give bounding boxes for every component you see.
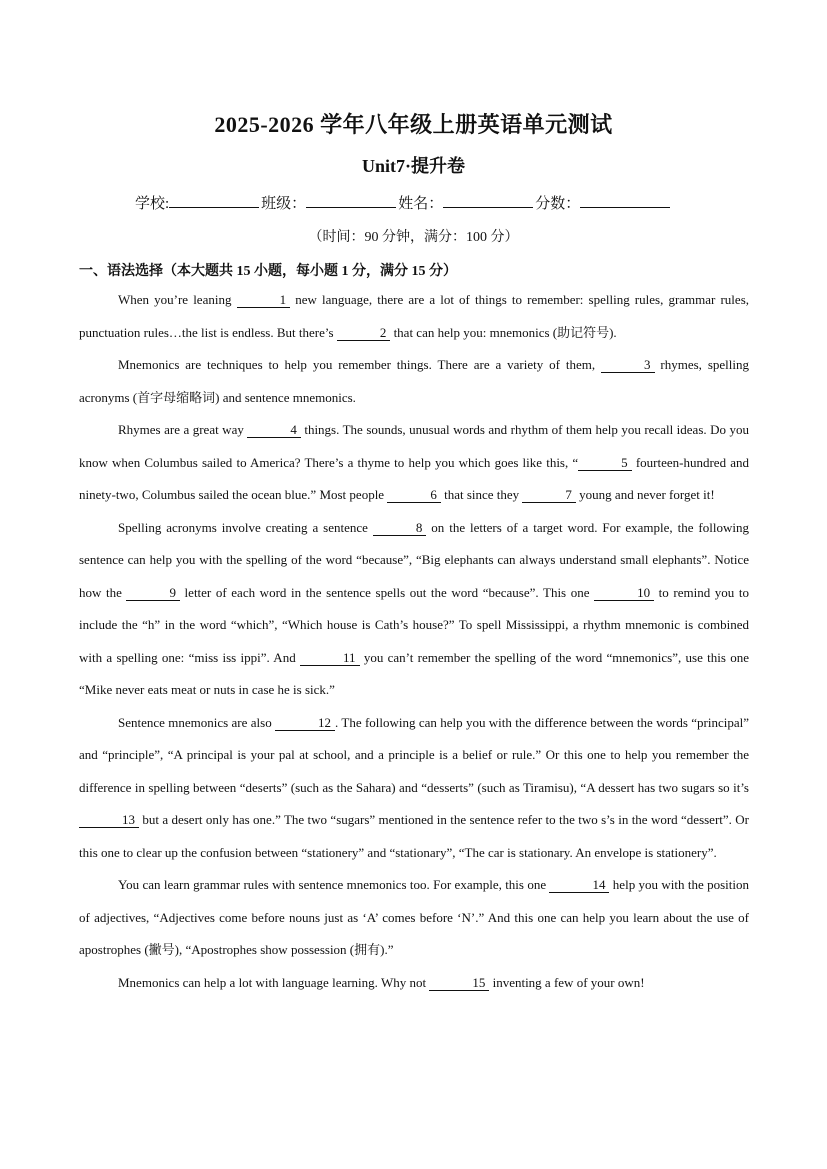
blank-7[interactable]: 7 <box>522 488 576 503</box>
paragraph-3: Rhymes are a great way 4 things. The sounds, unusual words and rhythm of them help you recall ideas. Do you know when Columbus sailed to America? There’s a thyme to help you which goes like this, “ 5 fourteen-hundred and ninety-two, Columbus sailed the ocean blue.” Most people 6 that since they 7 young and never forget it! <box>79 422 750 502</box>
class-label: 班级： <box>261 196 307 212</box>
school-label: 学校: <box>135 196 170 212</box>
section-heading: 一、语法选择（本大题共 15 小题，每小题 1 分，满分 15 分） <box>79 264 457 279</box>
blank-15[interactable]: 15 <box>429 976 489 991</box>
paragraph-5: Sentence mnemonics are also 12 . The following can help you with the difference between the words “principal” and “principle”, “A principal is your pal at school, and a principle is a belief or rule.” Or this one to help you remember the difference in spelling between “deserts” (such as the Sahara) and “desserts” (such as Tiramisu), “A dessert has two sugars so it’s 13 but a desert only has one.” The two “sugars” mentioned in the sentence refer to the two s’s in the word “dessert”. Or this one to clear up the confusion between “stationery” and “stationary”, “The car is stationary. An envelope is stationery”. <box>79 714 749 860</box>
blank-4[interactable]: 4 <box>247 423 301 438</box>
paragraph-4: Spelling acronyms involve creating a sentence 8 on the letters of a target word. For example, the following sentence can help you with the spelling of the word “because”, “Big elephants can always understand small elephants”. Notice how the 9 letter of each word in the sentence spells out the word “because”. This one 10 to remind you to include the “h” in the word “which”, “Which house is Cath’s house?” To spell Mississippi, a rhythm mnemonic is combined with a spelling one: “miss iss ippi”. And 11 you can’t remember the spelling of the word “mnemonics”, use this one “Mike never eats meat or nuts in case he is sick.” <box>79 519 750 697</box>
score-field[interactable] <box>580 193 670 208</box>
blank-3[interactable]: 3 <box>601 358 655 373</box>
paragraph-6: You can learn grammar rules with sentence mnemonics too. For example, this one 14 help you with the position of adjectives, “Adjectives come before nouns just as ‘A’ comes before ‘N’.” And this one can help you learn about the use of apostrophes (撇号), “Apostrophes show possession (拥有).” <box>79 877 749 957</box>
class-field[interactable] <box>306 193 396 208</box>
score-label: 分数： <box>535 196 581 212</box>
paragraph-1: When you’re leaning 1 new language, there are a lot of things to remember: spelling rules, grammar rules, punctuation rules…the list is endless. But there’s 2 that can help you: mnemonics (助记符号). <box>79 292 750 340</box>
blank-10[interactable]: 10 <box>594 586 654 601</box>
blank-13[interactable]: 13 <box>79 813 139 828</box>
blank-1[interactable]: 1 <box>237 293 291 308</box>
blank-12[interactable]: 12 <box>275 716 335 731</box>
blank-14[interactable]: 14 <box>549 878 609 893</box>
page-subtitle: Unit7·提升卷 <box>361 156 465 176</box>
school-field[interactable] <box>169 193 259 208</box>
name-label: 姓名： <box>398 196 444 212</box>
blank-8[interactable]: 8 <box>373 521 427 536</box>
blank-11[interactable]: 11 <box>300 651 360 666</box>
page-title: 2025-2026 学年八年级上册英语单元测试 <box>214 112 613 137</box>
exam-time-note: （时间：90 分钟，满分：100 分） <box>308 230 519 245</box>
blank-6[interactable]: 6 <box>387 488 441 503</box>
paragraph-7: Mnemonics can help a lot with language learning. Why not 15 inventing a few of your own! <box>118 974 645 990</box>
blank-9[interactable]: 9 <box>126 586 180 601</box>
name-field[interactable] <box>443 193 533 208</box>
student-info-row <box>135 192 672 213</box>
paragraph-2: Mnemonics are techniques to help you remember things. There are a variety of them, 3 rhymes, spelling acronyms (首字母缩略词) and sentence mnemonics. <box>79 357 749 405</box>
blank-5[interactable]: 5 <box>578 456 632 471</box>
passage <box>79 284 749 999</box>
blank-2[interactable]: 2 <box>337 326 391 341</box>
